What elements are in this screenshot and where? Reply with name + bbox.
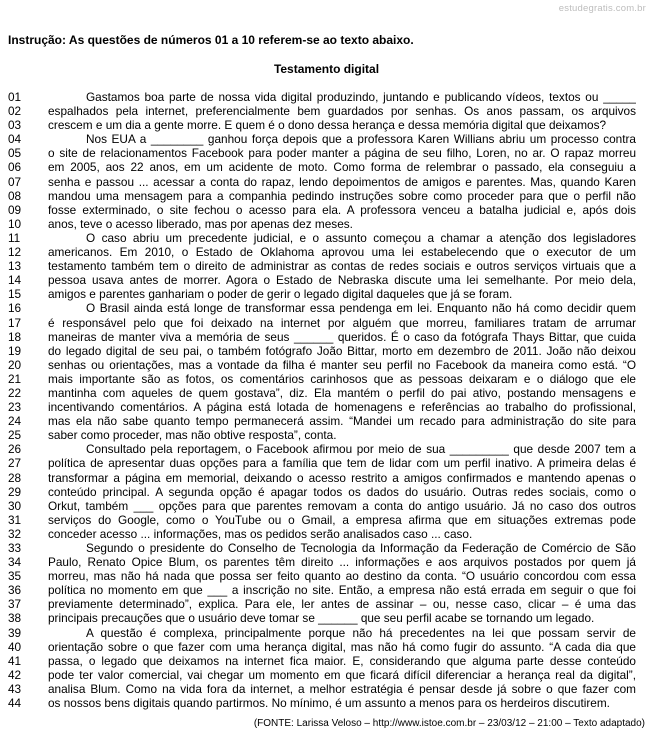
text-line [8, 485, 648, 499]
text-line [8, 344, 648, 358]
line-text: orientação sobre o que fazer com uma herança digital, mas não há como fugir do assunto. “A cada dia que [48, 639, 636, 654]
line-number: 09 [8, 202, 22, 217]
line-number: 29 [8, 484, 22, 499]
text-line [8, 175, 648, 189]
text-line [8, 259, 648, 273]
text-line [8, 527, 648, 541]
line-number: 19 [8, 343, 22, 358]
line-number: 01 [8, 90, 22, 104]
line-number: 11 [8, 230, 21, 245]
line-number: 32 [8, 526, 22, 541]
line-text: o site de relacionamentos Facebook para poder manter a página de seu filho, Loren, no ar. O rapaz morreu [48, 146, 636, 161]
line-number: 08 [8, 188, 22, 203]
text-line [8, 287, 648, 301]
line-text: testamento também tem o direito de administrar as contas de redes sociais e outros serviços virtuais que a [48, 259, 636, 274]
line-text: senhas ou orientações, mas a vontade da filha é manter seu perfil no Facebook da maneira como está. “O [48, 357, 636, 372]
line-text: O Brasil ainda está longe de transformar essa pendenga em lei. Enquanto não há como decidir quem [86, 301, 636, 316]
line-number: 39 [8, 625, 22, 640]
line-text: O caso abriu um precedente judicial, e o assunto começou a chamar a atenção dos legisladores [86, 230, 636, 245]
line-number: 15 [8, 287, 22, 302]
line-number: 36 [8, 583, 22, 598]
text-line [8, 682, 648, 696]
line-text: os nossos bens digitais quando partirmos. No mínimo, é um assunto a menos para os herdeiros discutirem. [48, 696, 610, 711]
line-text: maneiras de manter viva a memória de seus ______ queridos. É o caso da fotógrafa Thays Bittar, que cuida [48, 329, 636, 344]
line-number: 13 [8, 259, 22, 274]
line-number: 41 [8, 653, 22, 668]
line-text: Paulo, Renato Opice Blum, os parentes têm direito ... informações e aos arquivos postados por quem já [48, 555, 636, 570]
watermark: estudegratis.com.br [558, 3, 646, 14]
line-number: 12 [8, 245, 22, 260]
line-number: 17 [8, 315, 22, 330]
line-text: pessoa usava antes de morrer. Agora o Estado de Nebraska discute uma lei semelhante. Por meio dela, [48, 273, 636, 288]
line-number: 04 [8, 132, 22, 147]
line-text: é responsável pelo que foi deixado na internet por alguém que morreu, familiares tratam de arrumar [48, 315, 636, 330]
text-line [8, 668, 648, 682]
text-line [8, 146, 648, 160]
line-number: 30 [8, 498, 22, 513]
line-number: 24 [8, 414, 22, 429]
line-number: 22 [8, 385, 22, 400]
line-number: 42 [8, 667, 22, 682]
line-text: pode ter valor comercial, vai chegar um momento em que ficará difícil diferenciar a herança real da digital”, [48, 667, 636, 682]
line-text: passa, o legado que deixamos na internet fica maior. E, considerando que alguma parte desse conteúdo [48, 653, 636, 668]
text-line [8, 513, 648, 527]
line-text: conceder acesso ... informações, mas os pedidos serão analisados caso ... caso. [48, 526, 473, 541]
line-number: 06 [8, 160, 22, 175]
line-text: do legado digital de seu pai, o também fotógrafo João Bittar, morto em dezembro de 2011. João não deixou [48, 343, 636, 358]
line-number: 18 [8, 329, 22, 344]
line-number: 37 [8, 597, 22, 612]
text-line [8, 358, 648, 372]
line-text: política de apresentar duas opções para a família que tem de lidar com um perfil inativo. A primeira delas é [48, 456, 636, 471]
line-number: 25 [8, 428, 22, 443]
text-line [8, 330, 648, 344]
text-line [8, 583, 648, 597]
text-line [8, 203, 648, 217]
line-text: política no momento em que ___ a inscrição no site. Então, a empresa não está errada em seguir o que foi [48, 583, 636, 598]
line-text: transformar a página em memorial, deixando o acesso restrito a amigos confirmados e mantendo apenas o [48, 470, 636, 485]
text-line [8, 569, 648, 583]
line-text: crescem e um dia a gente morre. E quem é o dono dessa herança e dessa memória digital que deixamos? [48, 118, 607, 133]
text-line [8, 626, 648, 640]
line-text: americanos. Em 2010, o Estado de Oklahoma aprovou uma lei estabelecendo que o executor de um [48, 245, 636, 260]
numbered-text-body [8, 90, 648, 710]
instruction-text: Instrução: As questões de números 01 a 10 referem-se ao texto abaixo. [8, 33, 414, 47]
text-line [8, 471, 648, 485]
line-number: 16 [8, 301, 22, 316]
line-text: previamente determinado”, explica. Para ele, ler antes de assinar – ou, nesse caso, clicar – é uma das [48, 597, 636, 612]
text-line [8, 654, 648, 668]
line-text: principais precauções que o usuário deve tomar se ______ que seu perfil acabe se tornando um legado. [48, 611, 595, 626]
line-text: Nos EUA a ________ ganhou força depois que a professora Karen Willians abriu um processo contra [86, 132, 636, 147]
line-number: 34 [8, 555, 22, 570]
line-text: mandou uma mensagem para a companhia pedindo instruções sobre como proceder para que o perfil não [48, 188, 636, 203]
text-line [8, 386, 648, 400]
text-line [8, 597, 648, 611]
line-number: 27 [8, 456, 22, 471]
text-line [8, 541, 648, 555]
text-line [8, 640, 648, 654]
line-number: 38 [8, 611, 22, 626]
text-line [8, 245, 648, 259]
text-title: Testamento digital [273, 62, 380, 76]
line-number: 33 [8, 541, 22, 555]
text-line [8, 104, 648, 118]
text-line [8, 611, 648, 625]
line-number: 21 [8, 371, 22, 386]
line-text: em 2005, aos 22 anos, em um acidente de moto. Como forma de relembrar o passado, ela conseguiu a [48, 160, 636, 175]
text-line [8, 442, 648, 456]
line-text: Consultado pela reportagem, o Facebook afirmou por meio de sua _________ que desde 2007 tem a [86, 442, 636, 457]
text-line [8, 90, 648, 104]
line-number: 05 [8, 146, 22, 161]
text-line [8, 273, 648, 287]
line-number: 31 [8, 512, 22, 527]
line-number: 28 [8, 470, 22, 485]
text-line [8, 428, 648, 442]
line-text: analisa Blum. Como na vida fora da internet, a melhor estratégia é pensar desde já sobre o que fazer com [48, 681, 636, 696]
line-number: 40 [8, 639, 22, 654]
text-line [8, 372, 648, 386]
line-text: espalhados pela internet, preferencialmente bem guardados por senhas. Os anos passam, os arquivos [48, 104, 636, 119]
line-number: 02 [8, 104, 22, 119]
text-line [8, 189, 648, 203]
line-number: 43 [8, 681, 22, 696]
line-number: 14 [8, 273, 22, 288]
text-line [8, 555, 648, 569]
text-line [8, 696, 648, 710]
text-line [8, 456, 648, 470]
text-line [8, 160, 648, 174]
line-text: incentivando comentários. A página está lotada de homenagens e referências ao trabalho do profissional, [48, 400, 636, 415]
line-number: 07 [8, 174, 22, 189]
line-text: morreu, mas não há nada que possa ser feito quanto ao destino da conta. “O usuário concordou com essa [48, 569, 636, 584]
line-text: conteúdo principal. A segunda opção é apagar todos os dados do usuário. Outras redes sociais, como o [48, 484, 636, 499]
line-text: A questão é complexa, principalmente porque não há precedentes na lei que possam servir de [86, 625, 636, 640]
text-line [8, 132, 648, 146]
line-text: amigos e parentes ganhariam o poder de gerir o legado digital daqueles que já se foram. [48, 287, 513, 302]
line-text: mantinha com aqueles de quem gostava”, diz. Ela mantém o perfil do pai ativo, postando mensagens e [48, 385, 636, 400]
line-number: 23 [8, 400, 22, 415]
line-number: 10 [8, 216, 22, 231]
text-line [8, 400, 648, 414]
text-line [8, 414, 648, 428]
line-text: serviços do Google, como o YouTube ou o Gmail, a empresa afirma que em situações extremas pode [48, 512, 636, 527]
line-text: Orkut, também ___ opções para que parentes removam a conta do antigo usuário. Já no caso dos outros [48, 498, 636, 513]
line-text: mais importante são as fotos, os comentários carinhosos que as pessoas deixaram e o diálogo que ele [48, 371, 636, 386]
line-text: senha e passou ... acessar a conta do rapaz, lendo depoimentos de amigos e parentes. Mas, quando Karen [48, 174, 636, 189]
line-text: fosse exterminado, o site fechou o acesso para ela. A professora venceu a batalha judicial e, após dois [48, 202, 636, 217]
line-number: 26 [8, 442, 22, 457]
line-number: 44 [8, 696, 22, 711]
line-number: 20 [8, 357, 22, 372]
source-citation: (FONTE: Larissa Veloso – http://www.istoe.com.br – 23/03/12 – 21:00 – Texto adaptado) [253, 718, 645, 729]
line-text: anos, teve o acesso liberado, mas por apenas dez meses. [48, 216, 353, 231]
line-number: 03 [8, 118, 22, 133]
line-text: saber como proceder, mas não obtive resposta”, conta. [48, 428, 337, 443]
line-text: Segundo o presidente do Conselho de Tecnologia da Informação da Federação de Comércio de São [86, 541, 636, 555]
text-line [8, 499, 648, 513]
line-text: mas ela não sabe quanto tempo permanecerá assim. “Mandei um recado para administração do site para [48, 414, 636, 429]
line-number: 35 [8, 569, 22, 584]
text-line [8, 231, 648, 245]
text-line [8, 301, 648, 315]
text-line [8, 316, 648, 330]
text-line [8, 217, 648, 231]
text-line [8, 118, 648, 132]
line-text: Gastamos boa parte de nossa vida digital produzindo, juntando e publicando vídeos, textos ou _____ [86, 90, 636, 104]
